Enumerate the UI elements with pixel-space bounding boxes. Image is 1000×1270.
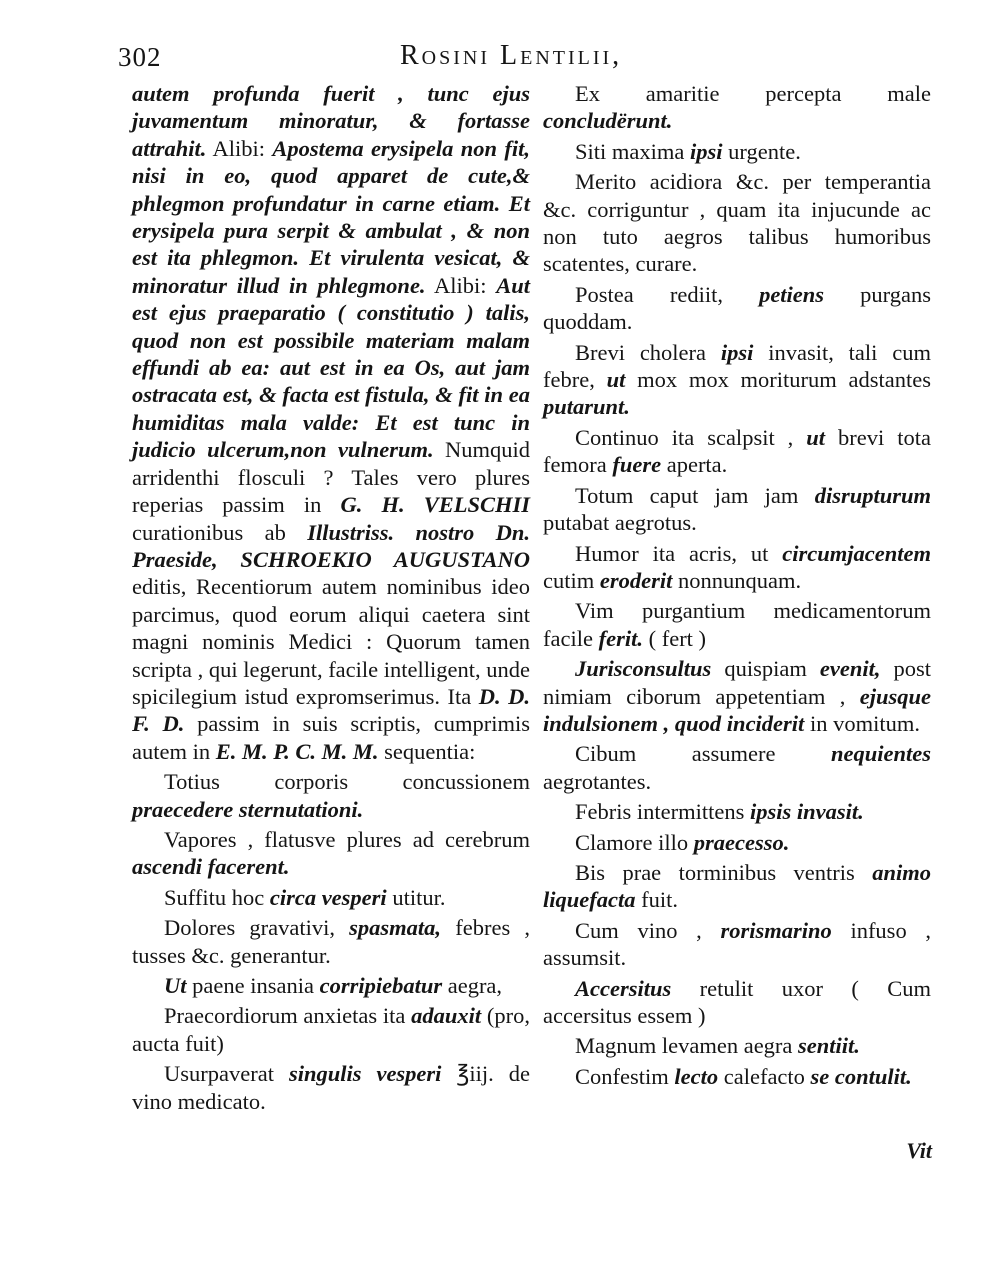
entry-text: aegra, <box>442 973 503 998</box>
entry-text: Magnum levamen aegra <box>575 1033 799 1059</box>
entry-italic: circumjacentem <box>782 540 931 566</box>
running-head: Rosini Lentilii, <box>400 40 623 71</box>
example-entry <box>543 975 931 1030</box>
entry-text: Cum vino , <box>575 917 721 943</box>
example-entry <box>132 768 530 823</box>
entry-text: Dolores gravativi, <box>164 915 350 941</box>
entry-text: purgans quoddam. <box>543 281 931 335</box>
entry-text: Postea rediit, <box>575 281 760 307</box>
entry-italic: singulis vesperi <box>288 1061 442 1087</box>
entry-text: Suffitu hoc <box>164 884 270 910</box>
body-text: sequentia: <box>378 738 476 764</box>
entry-italic: ascendi facerent. <box>132 854 290 880</box>
entry-text: Usurpaverat <box>164 1061 289 1087</box>
entry-italic: disrupturum <box>814 482 931 508</box>
example-entry <box>132 1060 530 1115</box>
entry-italic: sentiit. <box>798 1033 860 1059</box>
entry-text: brevi tota femora <box>543 424 931 478</box>
entry-text: quispiam <box>711 656 820 682</box>
entry-italic: animo liquefacta <box>543 859 931 913</box>
entry-text: Febris intermittens <box>575 799 750 825</box>
entry-text: infuso , assumsit. <box>543 917 931 971</box>
entry-italic: rorismarino <box>720 917 832 943</box>
entry-italic: se contulit. <box>810 1063 912 1089</box>
entry-italic: corripiebatur <box>319 973 443 998</box>
entry-italic: ipsis invasit. <box>749 799 864 825</box>
entry-text: Confestim <box>575 1063 675 1089</box>
body-text: Alibi: <box>212 135 273 161</box>
entry-text: aegrotantes. <box>543 768 652 794</box>
entry-text: Vim purgantium medicamentorum facile <box>543 598 931 651</box>
entry-italic: Jurisconsultus <box>575 656 712 682</box>
example-entry <box>543 482 931 537</box>
entry-text: putabat aegrotus. <box>543 510 697 536</box>
quote-text: autem profunda fuerit , tunc ejus juvamentum minoratur, & fortasse attrahit. <box>132 81 530 161</box>
body-text: editis, Recentiorum autem nominibus ideo parcimus, quod eorum aliqui caetera sint magni nominis Medici : Quorum tamen scripta , qui legerunt, facile intelligent, unde spicilegium istud expromserimus. Ita <box>132 574 530 709</box>
example-entry <box>543 597 931 652</box>
example-entry <box>132 884 530 911</box>
example-entry <box>132 972 530 999</box>
entry-text: fuit. <box>635 887 678 913</box>
dedication-name: Illustriss. nostro Dn. Praeside, SCHROEKIO AUGUSTANO <box>132 519 530 572</box>
entry-text: Totum caput jam jam <box>575 482 815 508</box>
entry-text: cutim <box>543 567 600 593</box>
entry-italic: concludërunt. <box>543 108 673 134</box>
entry-text: Continuo ita scalpsit , <box>575 424 807 450</box>
entry-text: Siti maxima <box>575 138 690 164</box>
example-entry <box>543 1032 931 1059</box>
example-entry <box>543 424 931 479</box>
entry-text: nonnunquam. <box>672 567 802 593</box>
example-entry <box>543 540 931 595</box>
entry-italic: adauxit <box>411 1003 482 1029</box>
entry-italic: ut <box>806 424 826 450</box>
entry-text: Brevi cholera <box>575 339 721 365</box>
right-column <box>543 80 931 1093</box>
example-entry <box>543 138 931 165</box>
entry-text: ( fert ) <box>642 625 707 651</box>
author-name: G. H. VELSCHII <box>340 492 530 518</box>
quote-text: Apostema erysipela non fit, nisi in eo, quod apparet de cute,& phlegmon profundatur in carne etiam. Et erysipela pura serpit & ambulat , & non est ita phlegmon. Et virulenta vesicat, & minoratur illud in phlegmone. <box>132 135 530 298</box>
entry-text: utitur. <box>386 884 446 910</box>
entry-italic: nequientes <box>830 741 931 767</box>
quote-text: Aut est ejus praeparatio ( constitutio ) talis, quod non est possibile materiam malam effundi ab ea: aut est in ea Os, aut jam ostracata est, & facta est fistula, & fit in ea humiditas mala valde: Et est tunc in judicio ulcerum,non vulnerum. <box>132 272 531 463</box>
example-entry <box>543 917 931 972</box>
example-entry <box>132 1002 530 1057</box>
entry-text: Totius corporis concussionem <box>164 769 530 795</box>
example-entry <box>543 829 931 856</box>
example-entry <box>543 80 931 135</box>
catchword: Vit <box>906 1138 932 1163</box>
entry-text: Praecordiorum anxietas ita <box>164 1003 412 1029</box>
entry-text: aperta. <box>661 452 728 478</box>
entry-italic: Accersitus <box>575 975 672 1001</box>
entry-italic: praecedere sternutationi. <box>132 796 364 822</box>
page-header <box>118 40 938 84</box>
entry-text: (pro, aucta fuit) <box>132 1003 530 1056</box>
example-entry <box>132 826 530 881</box>
entry-text: Ex amaritie percepta male <box>575 81 931 106</box>
example-entry <box>543 740 931 795</box>
entry-italic: evenit, <box>819 656 881 682</box>
entry-text: invasit, tali cum febre, <box>543 339 931 393</box>
entry-text: febres , tusses &c. generantur. <box>132 915 530 968</box>
body-text: curationibus ab <box>132 519 308 545</box>
entry-text: Humor ita acris, ut <box>575 540 783 566</box>
entry-italic: ejusque indulsionem , quod inciderit <box>543 683 931 736</box>
entry-text: post nimiam ciborum appetentiam , <box>543 656 931 709</box>
entry-italic: ipsi <box>690 138 723 164</box>
entry-text: Bis prae torminibus ventris <box>575 859 873 885</box>
entry-text: calefacto <box>718 1063 811 1089</box>
body-text: passim in suis scriptis, cumprimis autem in <box>132 711 530 764</box>
example-entry <box>543 339 931 421</box>
entry-italic: putarunt. <box>543 394 630 420</box>
entry-italic: Ut <box>164 973 187 998</box>
entry-text: Clamore illo <box>575 829 694 855</box>
example-entry <box>543 655 931 737</box>
example-entry <box>543 281 931 336</box>
entry-text: mox mox moriturum adstantes <box>625 367 931 393</box>
entry-text: ℥iij. de vino medicato. <box>132 1061 530 1114</box>
entry-italic: ut <box>606 367 626 393</box>
abbreviation: E. M. P. C. M. M. <box>215 738 379 764</box>
entry-text: urgente. <box>722 138 801 164</box>
entry-italic: circa vesperi <box>269 884 387 910</box>
example-entry <box>543 168 931 278</box>
entry-text: retulit uxor ( Cum accersitus essem ) <box>543 975 931 1028</box>
abbreviation: D. D. F. D. <box>132 683 530 737</box>
example-entry <box>543 859 931 914</box>
left-column <box>132 80 530 1118</box>
entry-italic: fuere <box>612 452 662 478</box>
entry-text: Vapores , flatusve plures ad cerebrum <box>164 826 530 852</box>
body-text: Numquid arridenthi flosculi ? Tales vero plures reperias passim in <box>132 437 530 518</box>
entry-italic: ipsi <box>720 339 754 365</box>
entry-text: Merito acidiora &c. per temperantia &c. corriguntur , quam ita injucunde ac non tuto aegros talibus humoribus scatentes, curare. <box>543 169 931 277</box>
entry-italic: petiens <box>759 281 825 307</box>
paragraph-citations <box>132 80 530 765</box>
example-entry <box>543 1063 931 1090</box>
page-number: 302 <box>118 42 162 72</box>
entry-italic: eroderit <box>599 567 673 593</box>
entry-text: in vomitum. <box>804 710 920 736</box>
example-entry <box>543 798 931 825</box>
entry-italic: praecesso. <box>693 829 790 855</box>
example-entry <box>132 914 530 969</box>
body-text: Alibi: <box>425 272 497 298</box>
entry-italic: spasmata, <box>349 915 442 941</box>
entry-italic: ferit. <box>598 625 643 651</box>
entry-italic: lecto <box>674 1063 719 1089</box>
entry-text: paene insania <box>186 973 320 998</box>
entry-text: Cibum assumere <box>575 741 831 767</box>
